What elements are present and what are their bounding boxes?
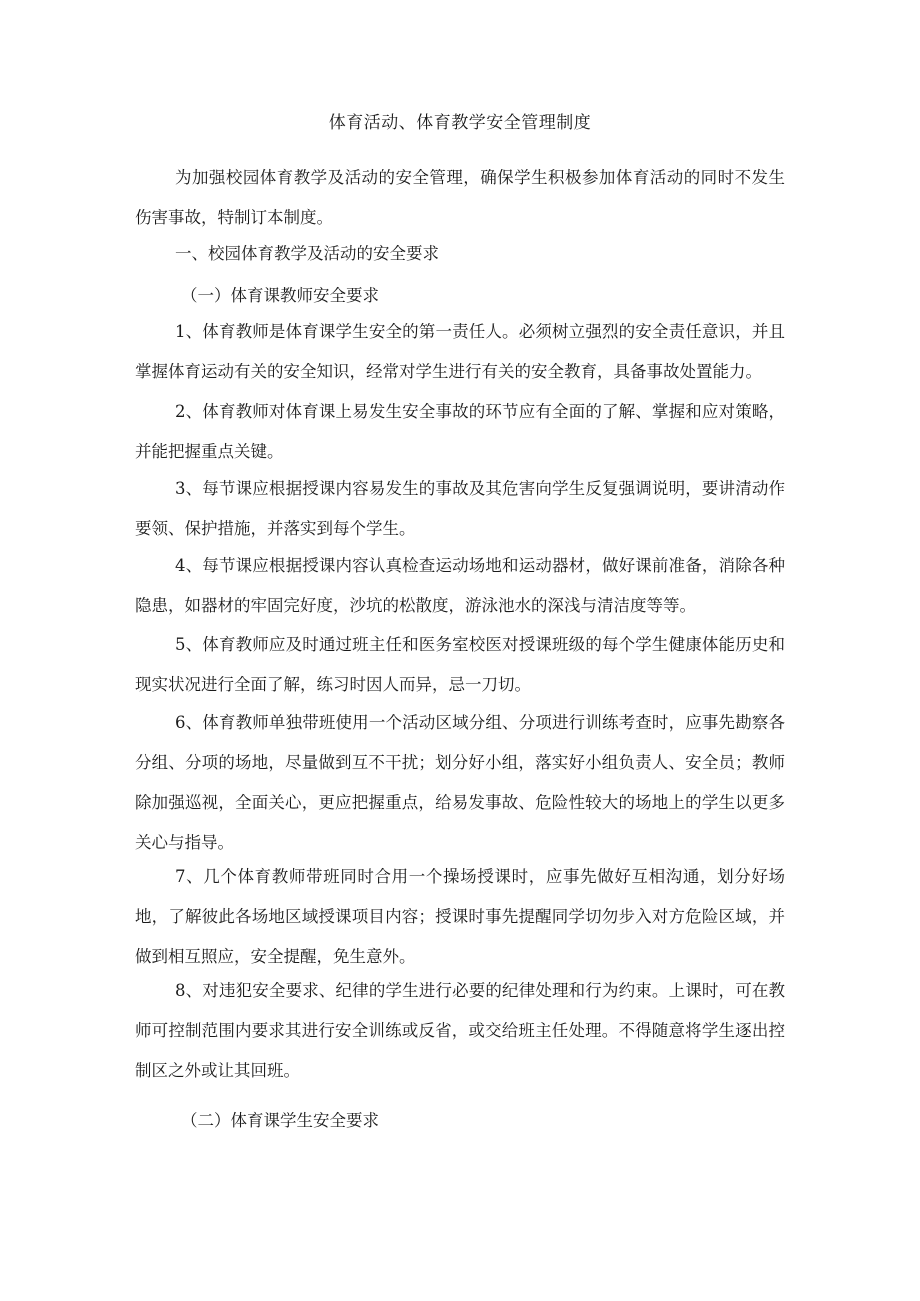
rule-item-4: 4、每节课应根据授课内容认真检查运动场地和运动器材，做好课前准备，消除各种隐患，如器材的牢固完好度，沙坑的松散度，游泳池水的深浅与清洁度等等。 bbox=[135, 556, 785, 615]
rule-item-6: 6、体育教师单独带班使用一个活动区域分组、分项进行训练考查时，应事先勘察各分组、分项的场地，尽量做到互不干扰；划分好小组，落实好小组负责人、安全员；教师除加强巡视，全面关心，更应把握重点，给易发事故、危险性较大的场地上的学生以更多关心与指导。 bbox=[135, 713, 785, 852]
subsection-heading-2: （二）体育课学生安全要求 bbox=[181, 1111, 379, 1130]
section-heading-1: 一、校园体育教学及活动的安全要求 bbox=[175, 244, 439, 263]
intro-paragraph: 为加强校园体育教学及活动的安全管理，确保学生积极参加体育活动的同时不发生伤害事故，特制订本制度。 bbox=[135, 168, 785, 227]
rule-item-8: 8、对违犯安全要求、纪律的学生进行必要的纪律处理和行为约束。上课时，可在教师可控制范围内要求其进行安全训练或反省，或交给班主任处理。不得随意将学生逐出控制区之外或让其回班。 bbox=[135, 981, 785, 1080]
rule-item-1: 1、体育教师是体育课学生安全的第一责任人。必须树立强烈的安全责任意识，并且掌握体育运动有关的安全知识，经常对学生进行有关的安全教育，具备事故处置能力。 bbox=[135, 322, 785, 381]
subsection-heading-1: （一）体育课教师安全要求 bbox=[181, 286, 379, 305]
rule-item-5: 5、体育教师应及时通过班主任和医务室校医对授课班级的每个学生健康体能历史和现实状况进行全面了解，练习时因人而异，忌一刀切。 bbox=[135, 635, 785, 694]
document-title: 体育活动、体育教学安全管理制度 bbox=[328, 113, 592, 133]
rule-item-3: 3、每节课应根据授课内容易发生的事故及其危害向学生反复强调说明，要讲清动作要领、保护措施，并落实到每个学生。 bbox=[135, 479, 785, 538]
rule-item-2: 2、体育教师对体育课上易发生安全事故的环节应有全面的了解、掌握和应对策略，并能把握重点关键。 bbox=[135, 402, 785, 461]
rule-item-7: 7、几个体育教师带班同时合用一个操场授课时，应事先做好互相沟通，划分好场地，了解彼此各场地区域授课项目内容；授课时事先提醒同学切勿步入对方危险区域，并做到相互照应，安全提醒，免生意外。 bbox=[135, 867, 785, 966]
